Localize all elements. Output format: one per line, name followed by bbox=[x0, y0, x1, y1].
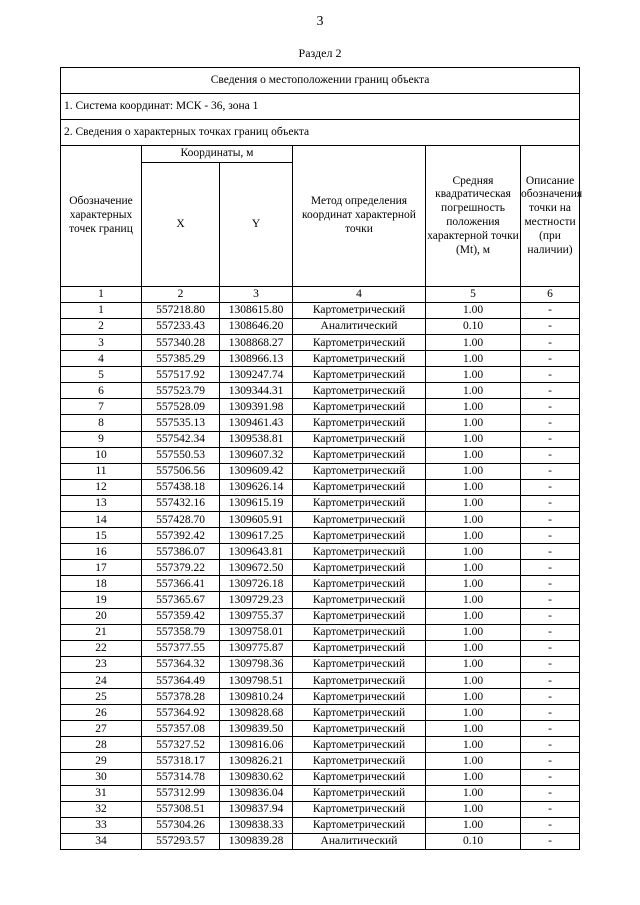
accuracy: 1.00 bbox=[426, 383, 521, 399]
header-x: X bbox=[142, 163, 220, 287]
point-number: 28 bbox=[61, 737, 142, 753]
point-number: 20 bbox=[61, 608, 142, 624]
points-title: 2. Сведения о характерных точках границ объекта bbox=[61, 120, 580, 146]
header-accuracy: Средняя квадратическая погрешность положения характерной точки (Mt), м bbox=[426, 146, 521, 287]
method: Картометрический bbox=[293, 705, 426, 721]
description: - bbox=[521, 737, 580, 753]
coord-y: 1309247.74 bbox=[220, 367, 293, 383]
coord-y: 1309609.42 bbox=[220, 463, 293, 479]
table-row bbox=[61, 512, 580, 528]
coord-y: 1309810.24 bbox=[220, 689, 293, 705]
description: - bbox=[521, 785, 580, 801]
description: - bbox=[521, 753, 580, 769]
point-number: 24 bbox=[61, 672, 142, 688]
coord-y: 1309836.04 bbox=[220, 785, 293, 801]
coord-x: 557327.52 bbox=[142, 737, 220, 753]
method: Картометрический bbox=[293, 656, 426, 672]
coord-x: 557379.22 bbox=[142, 560, 220, 576]
table-row bbox=[61, 624, 580, 640]
point-number: 7 bbox=[61, 399, 142, 415]
coord-y: 1309837.94 bbox=[220, 801, 293, 817]
method: Картометрический bbox=[293, 447, 426, 463]
coord-y: 1309816.06 bbox=[220, 737, 293, 753]
table-row bbox=[61, 544, 580, 560]
description: - bbox=[521, 833, 580, 849]
table-row bbox=[61, 447, 580, 463]
point-number: 15 bbox=[61, 528, 142, 544]
coord-y: 1309461.43 bbox=[220, 415, 293, 431]
accuracy: 1.00 bbox=[426, 576, 521, 592]
point-number: 1 bbox=[61, 302, 142, 318]
coord-x: 557308.51 bbox=[142, 801, 220, 817]
accuracy: 1.00 bbox=[426, 785, 521, 801]
method: Картометрический bbox=[293, 383, 426, 399]
point-number: 30 bbox=[61, 769, 142, 785]
point-number: 3 bbox=[61, 334, 142, 350]
table-row bbox=[61, 495, 580, 511]
table-row bbox=[61, 415, 580, 431]
method: Картометрический bbox=[293, 817, 426, 833]
method: Картометрический bbox=[293, 640, 426, 656]
method: Картометрический bbox=[293, 608, 426, 624]
accuracy: 1.00 bbox=[426, 528, 521, 544]
point-number: 19 bbox=[61, 592, 142, 608]
coord-x: 557386.07 bbox=[142, 544, 220, 560]
coord-x: 557392.42 bbox=[142, 528, 220, 544]
method: Картометрический bbox=[293, 302, 426, 318]
point-number: 5 bbox=[61, 367, 142, 383]
accuracy: 0.10 bbox=[426, 318, 521, 334]
accuracy: 0.10 bbox=[426, 833, 521, 849]
method: Картометрический bbox=[293, 624, 426, 640]
table-row bbox=[61, 737, 580, 753]
description: - bbox=[521, 495, 580, 511]
method: Картометрический bbox=[293, 512, 426, 528]
table-row bbox=[61, 833, 580, 849]
coord-x: 557364.49 bbox=[142, 672, 220, 688]
coord-x: 557432.16 bbox=[142, 495, 220, 511]
table-row bbox=[61, 302, 580, 318]
accuracy: 1.00 bbox=[426, 431, 521, 447]
description: - bbox=[521, 624, 580, 640]
boundary-table bbox=[60, 67, 583, 850]
point-number: 12 bbox=[61, 479, 142, 495]
coord-y: 1309826.21 bbox=[220, 753, 293, 769]
coord-x: 557517.92 bbox=[142, 367, 220, 383]
accuracy: 1.00 bbox=[426, 367, 521, 383]
table-row bbox=[61, 318, 580, 334]
coord-y: 1309839.28 bbox=[220, 833, 293, 849]
coord-x: 557364.92 bbox=[142, 705, 220, 721]
coord-y: 1309615.19 bbox=[220, 495, 293, 511]
table-row bbox=[61, 608, 580, 624]
accuracy: 1.00 bbox=[426, 463, 521, 479]
table-row bbox=[61, 560, 580, 576]
point-number: 29 bbox=[61, 753, 142, 769]
table-row bbox=[61, 689, 580, 705]
method: Картометрический bbox=[293, 479, 426, 495]
coord-x: 557377.55 bbox=[142, 640, 220, 656]
coord-y: 1309391.98 bbox=[220, 399, 293, 415]
accuracy: 1.00 bbox=[426, 495, 521, 511]
col-number: 3 bbox=[220, 287, 293, 303]
point-number: 34 bbox=[61, 833, 142, 849]
coord-x: 557359.42 bbox=[142, 608, 220, 624]
description: - bbox=[521, 447, 580, 463]
accuracy: 1.00 bbox=[426, 415, 521, 431]
coord-y: 1309726.18 bbox=[220, 576, 293, 592]
point-number: 21 bbox=[61, 624, 142, 640]
point-number: 8 bbox=[61, 415, 142, 431]
description: - bbox=[521, 318, 580, 334]
description: - bbox=[521, 608, 580, 624]
coord-x: 557550.53 bbox=[142, 447, 220, 463]
table-row bbox=[61, 753, 580, 769]
table-row bbox=[61, 705, 580, 721]
table-row bbox=[61, 721, 580, 737]
header-designation: Обозначение характерных точек границ bbox=[61, 146, 142, 287]
col-number: 1 bbox=[61, 287, 142, 303]
table-row bbox=[61, 367, 580, 383]
table-row bbox=[61, 769, 580, 785]
point-number: 18 bbox=[61, 576, 142, 592]
col-number: 6 bbox=[521, 287, 580, 303]
accuracy: 1.00 bbox=[426, 705, 521, 721]
column-number-row bbox=[61, 287, 580, 303]
accuracy: 1.00 bbox=[426, 640, 521, 656]
coord-x: 557293.57 bbox=[142, 833, 220, 849]
coord-x: 557542.34 bbox=[142, 431, 220, 447]
method: Картометрический bbox=[293, 785, 426, 801]
coord-x: 557438.18 bbox=[142, 479, 220, 495]
accuracy: 1.00 bbox=[426, 656, 521, 672]
header-coordinates: Координаты, м bbox=[142, 146, 293, 163]
description: - bbox=[521, 672, 580, 688]
description: - bbox=[521, 463, 580, 479]
point-number: 4 bbox=[61, 351, 142, 367]
table-row bbox=[61, 656, 580, 672]
coord-y: 1308615.80 bbox=[220, 302, 293, 318]
point-number: 2 bbox=[61, 318, 142, 334]
table-row bbox=[61, 431, 580, 447]
description: - bbox=[521, 689, 580, 705]
coord-x: 557233.43 bbox=[142, 318, 220, 334]
description: - bbox=[521, 544, 580, 560]
point-number: 11 bbox=[61, 463, 142, 479]
method: Картометрический bbox=[293, 495, 426, 511]
table-row bbox=[61, 463, 580, 479]
coord-y: 1309344.31 bbox=[220, 383, 293, 399]
accuracy: 1.00 bbox=[426, 479, 521, 495]
coord-x: 557312.99 bbox=[142, 785, 220, 801]
accuracy: 1.00 bbox=[426, 544, 521, 560]
header-y: Y bbox=[220, 163, 293, 287]
description: - bbox=[521, 479, 580, 495]
method: Картометрический bbox=[293, 689, 426, 705]
point-number: 31 bbox=[61, 785, 142, 801]
description: - bbox=[521, 302, 580, 318]
coord-x: 557428.70 bbox=[142, 512, 220, 528]
coord-x: 557385.29 bbox=[142, 351, 220, 367]
coord-x: 557528.09 bbox=[142, 399, 220, 415]
accuracy: 1.00 bbox=[426, 801, 521, 817]
coord-y: 1309830.62 bbox=[220, 769, 293, 785]
method: Картометрический bbox=[293, 753, 426, 769]
method: Картометрический bbox=[293, 769, 426, 785]
coord-y: 1309538.81 bbox=[220, 431, 293, 447]
table-row bbox=[61, 479, 580, 495]
accuracy: 1.00 bbox=[426, 334, 521, 350]
point-number: 33 bbox=[61, 817, 142, 833]
table-row bbox=[61, 640, 580, 656]
accuracy: 1.00 bbox=[426, 817, 521, 833]
description: - bbox=[521, 592, 580, 608]
method: Картометрический bbox=[293, 431, 426, 447]
accuracy: 1.00 bbox=[426, 592, 521, 608]
description: - bbox=[521, 817, 580, 833]
accuracy: 1.00 bbox=[426, 737, 521, 753]
coord-x: 557318.17 bbox=[142, 753, 220, 769]
coord-y: 1309626.14 bbox=[220, 479, 293, 495]
coord-system: 1. Система координат: МСК - 36, зона 1 bbox=[61, 94, 580, 120]
section-title: Раздел 2 bbox=[298, 46, 342, 60]
accuracy: 1.00 bbox=[426, 624, 521, 640]
description: - bbox=[521, 399, 580, 415]
accuracy: 1.00 bbox=[426, 512, 521, 528]
coord-y: 1309758.01 bbox=[220, 624, 293, 640]
coord-x: 557358.79 bbox=[142, 624, 220, 640]
table-row bbox=[61, 334, 580, 350]
coord-y: 1309775.87 bbox=[220, 640, 293, 656]
table-row bbox=[61, 785, 580, 801]
description: - bbox=[521, 721, 580, 737]
method: Картометрический bbox=[293, 592, 426, 608]
method: Картометрический bbox=[293, 721, 426, 737]
table-row bbox=[61, 817, 580, 833]
table-row bbox=[61, 383, 580, 399]
coord-y: 1309838.33 bbox=[220, 817, 293, 833]
method: Картометрический bbox=[293, 463, 426, 479]
method: Картометрический bbox=[293, 560, 426, 576]
table-row bbox=[61, 592, 580, 608]
description: - bbox=[521, 705, 580, 721]
coord-x: 557535.13 bbox=[142, 415, 220, 431]
point-number: 23 bbox=[61, 656, 142, 672]
description: - bbox=[521, 367, 580, 383]
coord-y: 1309643.81 bbox=[220, 544, 293, 560]
description: - bbox=[521, 640, 580, 656]
description: - bbox=[521, 769, 580, 785]
header-method: Метод определения координат характерной точки bbox=[293, 146, 426, 287]
description: - bbox=[521, 431, 580, 447]
coord-x: 557365.67 bbox=[142, 592, 220, 608]
coord-x: 557304.26 bbox=[142, 817, 220, 833]
description: - bbox=[521, 334, 580, 350]
point-number: 26 bbox=[61, 705, 142, 721]
accuracy: 1.00 bbox=[426, 753, 521, 769]
method: Картометрический bbox=[293, 801, 426, 817]
coord-x: 557523.79 bbox=[142, 383, 220, 399]
accuracy: 1.00 bbox=[426, 608, 521, 624]
method: Аналитический bbox=[293, 318, 426, 334]
table-row bbox=[61, 672, 580, 688]
method: Картометрический bbox=[293, 544, 426, 560]
coord-y: 1309839.50 bbox=[220, 721, 293, 737]
description: - bbox=[521, 801, 580, 817]
coord-x: 557366.41 bbox=[142, 576, 220, 592]
point-number: 10 bbox=[61, 447, 142, 463]
method: Картометрический bbox=[293, 672, 426, 688]
table-row bbox=[61, 801, 580, 817]
method: Картометрический bbox=[293, 415, 426, 431]
description: - bbox=[521, 383, 580, 399]
coord-y: 1309828.68 bbox=[220, 705, 293, 721]
coord-y: 1309755.37 bbox=[220, 608, 293, 624]
method: Картометрический bbox=[293, 334, 426, 350]
coord-x: 557314.78 bbox=[142, 769, 220, 785]
coord-y: 1309798.36 bbox=[220, 656, 293, 672]
method: Картометрический bbox=[293, 576, 426, 592]
coord-y: 1309605.91 bbox=[220, 512, 293, 528]
coord-x: 557364.32 bbox=[142, 656, 220, 672]
table-row bbox=[61, 351, 580, 367]
point-number: 32 bbox=[61, 801, 142, 817]
coord-x: 557340.28 bbox=[142, 334, 220, 350]
method: Картометрический bbox=[293, 367, 426, 383]
coord-y: 1309798.51 bbox=[220, 672, 293, 688]
accuracy: 1.00 bbox=[426, 447, 521, 463]
table-row bbox=[61, 528, 580, 544]
description: - bbox=[521, 656, 580, 672]
col-number: 2 bbox=[142, 287, 220, 303]
table-row bbox=[61, 399, 580, 415]
coord-x: 557357.08 bbox=[142, 721, 220, 737]
description: - bbox=[521, 415, 580, 431]
accuracy: 1.00 bbox=[426, 672, 521, 688]
method: Картометрический bbox=[293, 737, 426, 753]
accuracy: 1.00 bbox=[426, 302, 521, 318]
col-number: 5 bbox=[426, 287, 521, 303]
accuracy: 1.00 bbox=[426, 689, 521, 705]
point-number: 16 bbox=[61, 544, 142, 560]
accuracy: 1.00 bbox=[426, 769, 521, 785]
col-number: 4 bbox=[293, 287, 426, 303]
coord-x: 557378.28 bbox=[142, 689, 220, 705]
point-number: 17 bbox=[61, 560, 142, 576]
description: - bbox=[521, 351, 580, 367]
point-number: 6 bbox=[61, 383, 142, 399]
description: - bbox=[521, 576, 580, 592]
coord-y: 1308646.20 bbox=[220, 318, 293, 334]
accuracy: 1.00 bbox=[426, 399, 521, 415]
description: - bbox=[521, 560, 580, 576]
coord-y: 1309729.23 bbox=[220, 592, 293, 608]
method: Картометрический bbox=[293, 351, 426, 367]
coord-y: 1309607.32 bbox=[220, 447, 293, 463]
method: Картометрический bbox=[293, 399, 426, 415]
page-number: 3 bbox=[316, 14, 324, 29]
description: - bbox=[521, 528, 580, 544]
description: - bbox=[521, 512, 580, 528]
point-number: 25 bbox=[61, 689, 142, 705]
coord-x: 557218.80 bbox=[142, 302, 220, 318]
table-title: Сведения о местоположении границ объекта bbox=[61, 68, 580, 94]
accuracy: 1.00 bbox=[426, 721, 521, 737]
method: Картометрический bbox=[293, 528, 426, 544]
method: Аналитический bbox=[293, 833, 426, 849]
point-number: 9 bbox=[61, 431, 142, 447]
coord-x: 557506.56 bbox=[142, 463, 220, 479]
header-description: Описание обозначения точки на местности (при наличии) bbox=[521, 146, 580, 287]
accuracy: 1.00 bbox=[426, 351, 521, 367]
coord-y: 1309672.50 bbox=[220, 560, 293, 576]
point-number: 14 bbox=[61, 512, 142, 528]
table-row bbox=[61, 576, 580, 592]
point-number: 13 bbox=[61, 495, 142, 511]
point-number: 27 bbox=[61, 721, 142, 737]
accuracy: 1.00 bbox=[426, 560, 521, 576]
coord-y: 1309617.25 bbox=[220, 528, 293, 544]
coord-y: 1308868.27 bbox=[220, 334, 293, 350]
point-number: 22 bbox=[61, 640, 142, 656]
coord-y: 1308966.13 bbox=[220, 351, 293, 367]
